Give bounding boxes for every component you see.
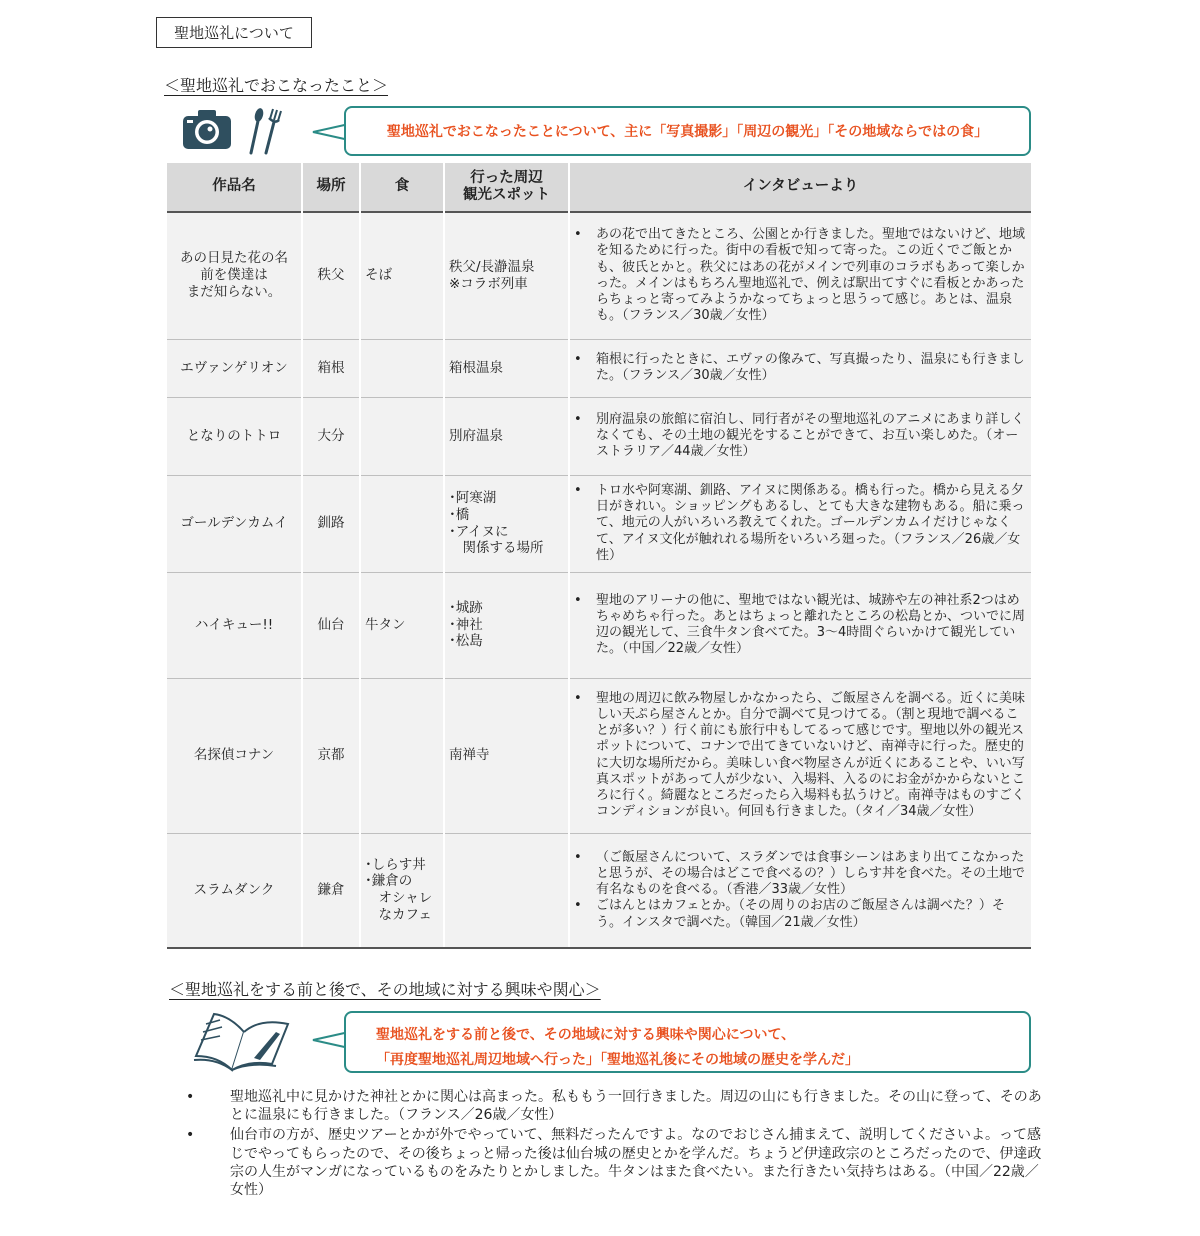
interest-quotes-list: [182, 1088, 1042, 1199]
header-spots: 行った周辺 観光スポット: [444, 163, 569, 212]
table-row: [167, 475, 1031, 572]
header-work: 作品名: [167, 163, 302, 212]
cell-place: 大分: [302, 397, 360, 475]
cell-work: ゴールデンカムイ: [167, 475, 302, 572]
bullet: •: [574, 898, 582, 914]
cell-work: ハイキュー!!: [167, 572, 302, 678]
callout-interest-line2: 「再度聖地巡礼周辺地域へ行った」「聖地巡礼後にその地域の歴史を学んだ」: [376, 1051, 859, 1068]
cell-interview: [569, 678, 1031, 833]
table-row: [167, 572, 1031, 678]
cell-food: 牛タン: [360, 572, 444, 678]
section-title-activities: ＜聖地巡礼でおこなったこと＞: [164, 76, 389, 95]
page-title-box: 聖地巡礼について: [156, 17, 312, 48]
cell-interview: [569, 833, 1031, 948]
cell-food: [360, 678, 444, 833]
list-item: [182, 1088, 1042, 1124]
quote-text: 聖地巡礼中に見かけた神社とかに関心は高まった。私ももう一回行きました。周辺の山にも行きました。その山に登って、そのあとに温泉にも行きました。（フランス／26歳／女性）: [230, 1089, 1042, 1124]
table-header-row: [167, 163, 1031, 212]
cell-spots: ･城跡 ･神社 ･松島: [444, 572, 569, 678]
table-row: [167, 678, 1031, 833]
list-item: [182, 1126, 1042, 1199]
cell-place: 秩父: [302, 212, 360, 339]
cell-food: [360, 339, 444, 397]
cell-spots: 秩父/長瀞温泉 ※コラボ列車: [444, 212, 569, 339]
cell-spots: ･阿寒湖 ･橋 ･アイヌに 関係する場所: [444, 475, 569, 572]
interview-text: 聖地のアリーナの他に、聖地ではない観光は、城跡や左の神社系2つはめちゃめちゃ行った。あとはちょっと離れたところの松島とか、ついでに周辺の観光して、三食牛タン食べてた。3～4時間ぐらいかけて観光していた。（中国／22歳／女性）: [596, 592, 1026, 657]
header-food: 食: [360, 163, 444, 212]
open-book-icon: [192, 1010, 292, 1072]
bullet: •: [186, 1127, 195, 1144]
camera-icon: [182, 108, 232, 150]
interview-text: トロ水や阿寒湖、釧路、アイヌに関係ある。橋も行った。橋から見える夕日がきれい。ショッピングもあるし、とても大きな建物もある。船に乗って、地元の人がいろいろ教えてくれた。ゴールデンカムイだけじゃなくて、アイヌ文化が触れれる場所をいろいろ廻った。（フランス／26歳／女性）: [596, 482, 1025, 563]
interview-text: 箱根に行ったときに、エヴァの像みて、写真撮ったり、温泉にも行きました。（フランス／30歳／女性）: [596, 351, 1025, 383]
header-interview: インタビューより: [569, 163, 1031, 212]
interview-text: ごはんとはカフェとか。（その周りのお店のご飯屋さんは調べた？）そう。インスタで調べた。（韓国／21歳／女性）: [596, 898, 1005, 930]
callout-interest-line1: 聖地巡礼をする前と後で、その地域に対する興味や関心について、: [376, 1027, 796, 1043]
cell-work: となりのトトロ: [167, 397, 302, 475]
section-title-interest: ＜聖地巡礼をする前と後で、その地域に対する興味や関心＞: [169, 980, 601, 999]
bullet: •: [574, 592, 582, 608]
interview-text: あの花で出てきたところ、公園とか行きました。聖地ではないけど、地域を知るために行った。街中の看板で知って寄った。この近くでご飯とかも、彼氏とかと。秩父にはあの花がメインで列車のコラボもあって楽しかった。メインはもちろん聖地巡礼で、例えば駅出てすぐに看板とかあったらちょっと寄ってみようかなってちょっと思うって感じ。あとは、温泉も。（フランス／30歳／女性）: [596, 227, 1026, 324]
cell-work: スラムダンク: [167, 833, 302, 948]
cell-food: [360, 397, 444, 475]
cell-place: 釧路: [302, 475, 360, 572]
bullet: •: [574, 351, 582, 367]
header-place: 場所: [302, 163, 360, 212]
cell-work: エヴァンゲリオン: [167, 339, 302, 397]
interview-text: 聖地の周辺に飲み物屋しかなかったら、ご飯屋さんを調べる。近くに美味しい天ぷら屋さんとか。自分で調べて見つけてる。（割と現地で調べることが多い？）行く前にも旅行中もしてるって感じです。聖地以外の観光スポットについて、コナンで出てきていないけど、南禅寺に行った。歴史的に大切な場所だから。美味しい食べ物屋さんが近くにあることや、いい写真スポットがあって人が少ない、入場料、入るのにお金がかからないところに行く。綺麗なところだったら入場料も払うけど。南禅寺はものすごくコンディションが良い。何回も行きました。（タイ／34歳／女性）: [596, 690, 1026, 820]
table-row: [167, 212, 1031, 339]
cell-work: あの日見た花の名 前を僕達は まだ知らない。: [167, 212, 302, 339]
cell-place: 箱根: [302, 339, 360, 397]
cell-place: 鎌倉: [302, 833, 360, 948]
cell-interview: [569, 397, 1031, 475]
callout-activities-text: 聖地巡礼でおこなったことについて、主に「写真撮影」「周辺の観光」「その地域ならではの食」: [386, 124, 989, 140]
cell-interview: [569, 339, 1031, 397]
cell-spots: [444, 833, 569, 948]
cell-work: 名探偵コナン: [167, 678, 302, 833]
table-row: [167, 397, 1031, 475]
cell-place: 仙台: [302, 572, 360, 678]
cell-interview: [569, 475, 1031, 572]
bullet: •: [186, 1089, 195, 1105]
cell-place: 京都: [302, 678, 360, 833]
bullet: •: [574, 849, 582, 865]
interview-text: 別府温泉の旅館に宿泊し、同行者がその聖地巡礼のアニメにあまり詳しくなくても、その土地の観光をすることができて、お互い楽しめた。（オーストラリア／44歳／女性）: [596, 411, 1025, 460]
cell-spots: 南禅寺: [444, 678, 569, 833]
cell-food: [360, 475, 444, 572]
cell-spots: 箱根温泉: [444, 339, 569, 397]
callout-interest: [344, 1011, 1031, 1073]
activities-table: [167, 163, 1031, 949]
bullet: •: [574, 482, 582, 498]
fork-knife-icon: [246, 107, 286, 155]
interview-text: （ご飯屋さんについて、スラダンでは食事シーンはあまり出てこなかったと思うが、その場合はどこで食べるの？）しらす丼を食べた。その土地で有名なものを食べる。（香港／33歳／女性）: [596, 849, 1026, 898]
bullet: •: [574, 690, 582, 706]
quote-text: 仙台市の方が、歴史ツアーとかが外でやっていて、無料だったんですよ。なのでおじさん捕まえて、説明してくださいよ。って感じでやってもらったので、その後ちょっと帰った後は仙台城の歴史とかを学んだ。ちょうど伊達政宗のところだったので、伊達政宗の人生がマンガになっているものをみたりとかしました。牛タンはまた食べたい。また行きたい気持ちはある。（中国／22歳／女性）: [230, 1127, 1042, 1198]
table-row: [167, 339, 1031, 397]
callout-activities: [344, 106, 1031, 156]
cell-interview: [569, 572, 1031, 678]
table-row: [167, 833, 1031, 948]
cell-interview: [569, 212, 1031, 339]
cell-food: そば: [360, 212, 444, 339]
cell-food: ･しらす丼 ･鎌倉の オシャレ なカフェ: [360, 833, 444, 948]
cell-spots: 別府温泉: [444, 397, 569, 475]
bullet: •: [574, 227, 582, 242]
bullet: •: [574, 411, 582, 427]
